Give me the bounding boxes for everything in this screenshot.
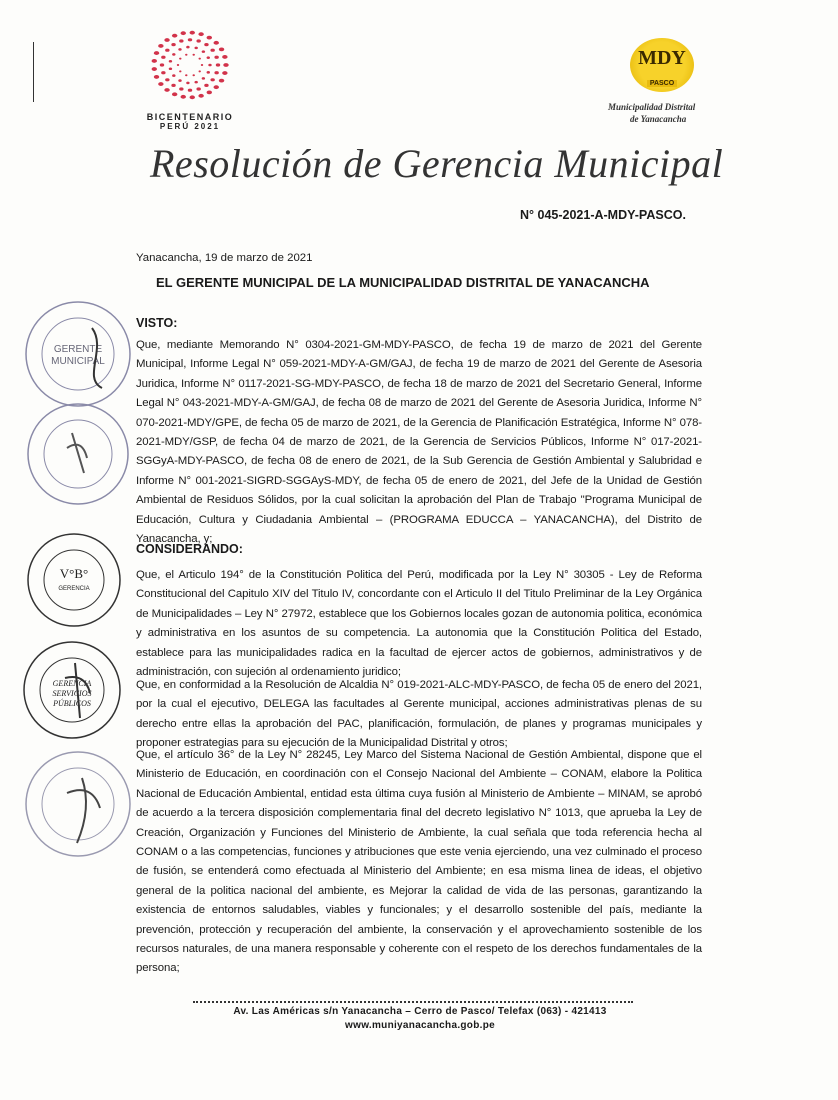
scan-mark (33, 42, 34, 102)
emblem-dot (201, 64, 203, 66)
emblem-dot (214, 85, 219, 89)
emblem-dot (169, 67, 172, 70)
stamp-gerente-municipal (22, 298, 134, 410)
footer-address: Av. Las Américas s/n Yanacancha – Cerro de Pasco/ Telefax (063) - 421413 (233, 1006, 607, 1017)
emblem-dot (204, 43, 208, 46)
stamp-2 (22, 398, 134, 510)
svg-text:MUNICIPAL: MUNICIPAL (51, 356, 105, 367)
considerando-paragraph-3: Que, el artículo 36° de la Ley N° 28245, Ley Marco del Sistema Nacional de Gestión Ambiental, dispone que el Ministerio de Educación, en coordinación con el Consejo Nacional del Ambiente – CONAM, elabore la Politica Nacional de Educación Ambiental, entidad esta última cuya fusión al Ministerio de Ambiente – MINAM, se aprobó de acuerdo a la tercera disposición complementaria final del decreto legislativo N° 1013, que aprueba la Ley de Creación, Organización y Funciones del Ministerio de Ambiente, la cual señala que toda referencia hecha al CONAM o a las competencias, funciones y atribuciones que este venia ejerciendo, una vez culminado el proceso de fusión, se entenderá como efectuada al Ministerio del Ambiente; en esa misma linea de ideas, el objetivo general de la politica nacional del ambiente, es Mejorar la calidad de vida de las personas, garantizando la existencia de entornos saludables, viables y funcionales; y el desarrollo sostenible del país, mediante la prevención, protección y recuperación del ambiente, la conservación y el aprovechamiento sostenible de los recursos naturales, de una manera responsable y coherente con el respeto de los derechos fundamentales de la persona; (136, 749, 702, 975)
bicentenario-logo (130, 25, 250, 135)
emblem-dot (185, 54, 187, 56)
emblem-dot (196, 87, 200, 90)
footer-website[interactable]: www.muniyanacancha.gob.pe (345, 1020, 495, 1031)
emblem-dot (222, 71, 227, 75)
emblem-dot (164, 38, 169, 42)
emblem-dot (172, 92, 177, 96)
emblem-dot (202, 77, 205, 80)
emblem-dot (154, 75, 159, 79)
emblem-dot (154, 51, 159, 55)
emblem-dot (196, 39, 200, 42)
stamp-5 (22, 748, 134, 860)
visto-heading: VISTO: (136, 316, 178, 330)
svg-text:SERVICIOS: SERVICIOS (52, 689, 92, 698)
emblem-dot (194, 81, 197, 84)
emblem-dot (178, 48, 181, 51)
emblem-dot (171, 43, 175, 46)
considerando-heading: CONSIDERANDO: (136, 542, 243, 556)
emblem-dot (185, 74, 187, 76)
emblem-dot (169, 60, 172, 63)
svg-text:GERENTE: GERENTE (53, 344, 103, 355)
emblem-dot (219, 47, 224, 51)
emblem-dot (161, 71, 165, 74)
emblem-dot (181, 95, 186, 99)
emblem-dot (158, 82, 163, 86)
footer-divider (193, 1001, 633, 1003)
emblem-dot (210, 78, 214, 81)
emblem-dot (199, 58, 201, 60)
emblem-dot (207, 90, 212, 94)
emblem-dot (207, 56, 210, 59)
mdy-logo: MDY PASCO Municipalidad Distrital de Yanacancha (600, 38, 740, 128)
stamp-servicios-publicos (20, 638, 124, 742)
emblem-dot (172, 53, 175, 56)
emblem-dot (152, 59, 157, 63)
emblem-dot (161, 56, 165, 59)
considerando-paragraph-1: Que, el Articulo 194° de la Constitución Politica del Perú, modificada por la Ley N° 30305 - Ley de Reforma Constitucional del Capitulo XIV del Titulo IV, concordante con el Articulo II del Titulo Preliminar de la Ley Orgánica de Municipalidades – Ley N° 27972, establece que los Gobiernos locales gozan de autonomia politica, económica y administrativa en los asuntos de su competencia. La autonomia que la Constitución Politica del Estado, establece para las municipalidades radica en la facultad de ejercer actos de gobiernos, administrativos y de administración, con sujeción al ordenamiento juridico; (136, 569, 702, 679)
emblem-dot (188, 38, 192, 41)
emblem-dot (194, 47, 197, 50)
emblem-dot (208, 64, 211, 67)
mdy-badge: MDY PASCO (630, 38, 694, 92)
emblem-dot (214, 56, 218, 59)
svg-text:GERENCIA: GERENCIA (52, 679, 92, 688)
emblem-dot (171, 84, 175, 87)
emblem-dot (179, 87, 183, 90)
emblem-dot (164, 88, 169, 92)
emblem-dot (210, 49, 214, 52)
emblem-dot (207, 71, 210, 74)
emblem-dot (179, 39, 183, 42)
emblem-dot (181, 31, 186, 35)
svg-text:V°B°: V°B° (59, 566, 89, 581)
emblem-dot (186, 46, 189, 49)
emblem-dot (165, 78, 169, 81)
emblem-dot (193, 54, 195, 56)
emblem-dot (216, 63, 220, 66)
mdy-caption: Municipalidad Distrital (608, 102, 696, 112)
emblem-dot (158, 44, 163, 48)
document-heading: EL GERENTE MUNICIPAL DE LA MUNICIPALIDAD DISTRITAL DE YANACANCHA (156, 275, 650, 290)
emblem-dot (202, 50, 205, 53)
considerando-paragraph-2: Que, en conformidad a la Resolución de Alcaldia N° 019-2021-ALC-MDY-PASCO, de fecha 05 de enero del 2021, por la cual el ejecutivo, DELEGA las facultades al Gerente municipal, acciones administrativas plenas de su derecho entre ellas la aprobación del PAC, planificación, formulación, de planes y programas municipales y proponer estrategias para su ejecución de la Municipalidad Distrital y otros; (136, 679, 702, 750)
emblem-dot (207, 36, 212, 40)
emblem-dot (198, 94, 203, 98)
place-date: Yanacancha, 19 de marzo de 2021 (136, 252, 313, 264)
svg-text:GERENCIA: GERENCIA (58, 586, 90, 592)
emblem-dot (172, 34, 177, 38)
visto-paragraph: Que, mediante Memorando N° 0304-2021-GM-MDY-PASCO, de fecha 19 de marzo de 2021 del Gerente Municipal, Informe Legal N° 059-2021-MDY-A-GM/GAJ, de fecha 19 de marzo de 2021 del Gerente de Asesoria Juridica, Informe N° 0117-2021-SG-MDY-PASCO, de fecha 18 de marzo de 2021 del Secretario General, Informe Legal N° 043-2021-MDY-A-GM/GAJ, de fecha 08 de marzo de 2021 del Gerente de Asesoria Juridica, Informe N° 070-2021-MDY/GPE, de fecha 05 de marzo de 2021, de la Gerencia de Planificación Estratégica, Informe N° 078-2021-MDY/GSP, de fecha 04 de marzo de 2021, de la Gerencia de Servicios Públicos, Informe N° 017-2021-SGGyA-MDY-PASCO, de fecha 08 de enero de 2021, de la Sub Gerencia de Gestión Ambiental y Salubridad e Informe N° 001-2021-SIGRD-SGGAyS-MDY, de fecha 05 de enero de 2021, del Jefe de la Unidad de Gestión Ambiental de Residuos Sólidos, por la cual solicitan la aprobación del Plan de Trabajo "Programa Municipal de Educación, Cultura y Ciudadania Ambiental – (PROGRAMA EDUCCA – YANACANCHA), del Distrito de Yanacancha, y; (136, 339, 702, 546)
emblem-dot (193, 74, 195, 76)
emblem-dot (190, 95, 195, 99)
emblem-dot (179, 58, 181, 60)
resolution-number: N° 045-2021-A-MDY-PASCO. (520, 208, 686, 222)
emblem-dot (190, 31, 195, 35)
emblem-dot (177, 64, 179, 66)
emblem-dot (178, 79, 181, 82)
emblem-dot (223, 63, 228, 67)
emblem-dot (165, 49, 169, 52)
stamp-vobo (24, 530, 124, 630)
emblem-dot (179, 70, 181, 72)
emblem-dot (152, 67, 157, 71)
emblem-dot (222, 55, 227, 59)
emblem-dot (219, 79, 224, 83)
emblem-dot (198, 32, 203, 36)
emblem-dot (186, 82, 189, 85)
emblem-dot (214, 41, 219, 45)
bicentenario-label: BICENTENARIO (146, 112, 234, 122)
emblem-dot (214, 71, 218, 74)
bicentenario-emblem-icon (130, 25, 250, 107)
emblem-dot (188, 89, 192, 92)
emblem-dot (172, 74, 175, 77)
emblem-dot (160, 63, 164, 66)
emblem-dot (204, 84, 208, 87)
document-title: Resolución de Gerencia Municipal (150, 141, 724, 186)
emblem-dot (199, 70, 201, 72)
svg-text:PÚBLICOS: PÚBLICOS (53, 699, 91, 708)
bicentenario-year: PERÚ 2021 (159, 122, 221, 131)
